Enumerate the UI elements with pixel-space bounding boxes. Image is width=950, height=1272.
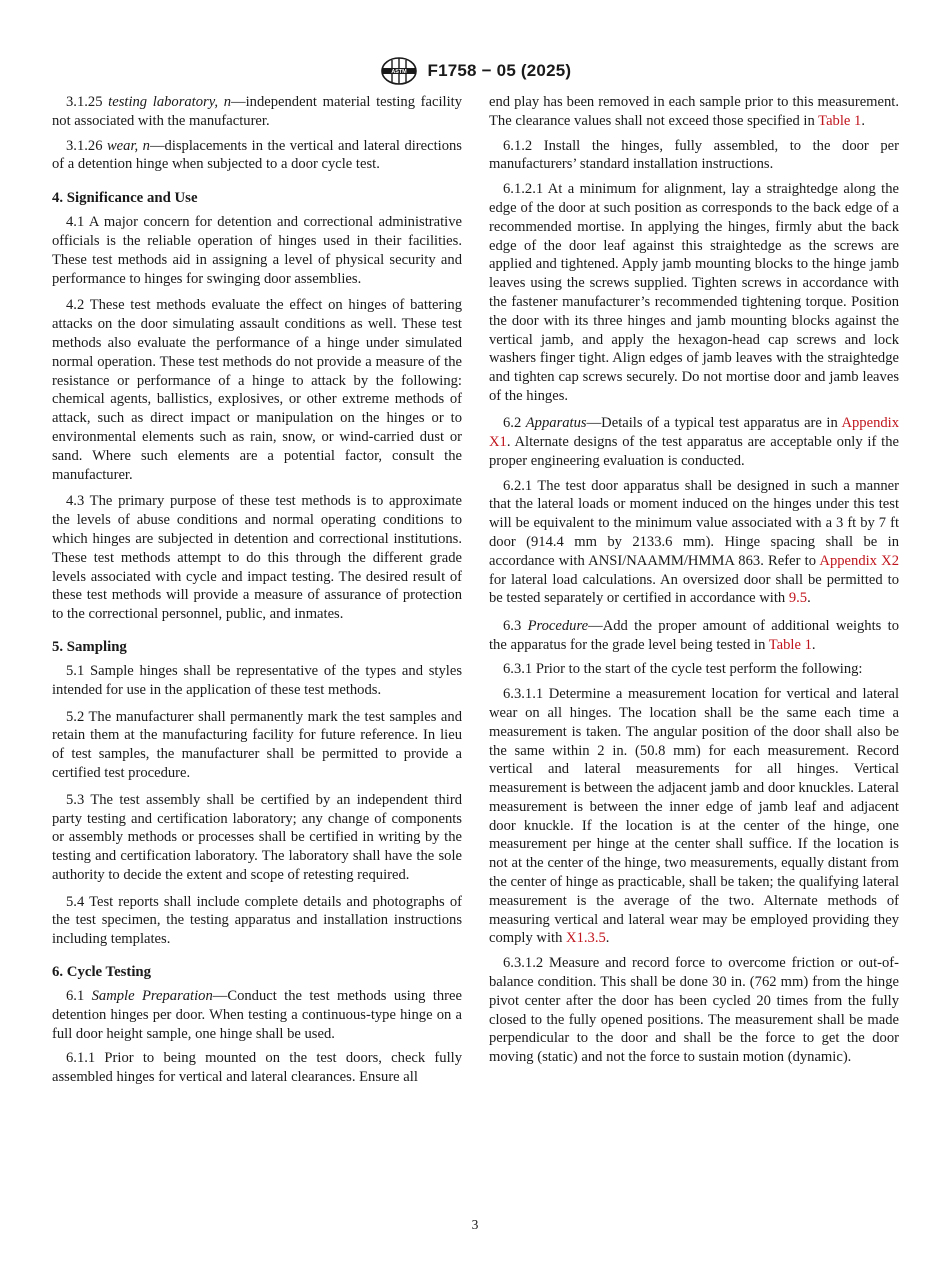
section-9-5-link[interactable]: 9.5 [788, 590, 808, 607]
left-column [52, 93, 462, 1093]
paragraph-6-2-1: 6.2.1 The test door apparatus shall be designed in such a manner that the lateral loads or moment induced on the hinges under this test will be equivalent to the minimum value associated with a 3 ft by 7 ft door (914.4 mm by 2133.6 mm). Hinge spacing shall be in accordance with ANSI/NAAMM/HMMA 863. Refer to Appendix X2 for lateral load calculations. An oversized door shall be permitted to be tested separately or certified in accordance with 9.5. [489, 477, 899, 607]
section-4-heading: 4. Significance and Use [52, 190, 198, 207]
paragraph-6-1: 6.1 Sample Preparation—Conduct the test methods using three detention hinges per door. When testing a continuous-type hinge on a full door height sample, one hinge shall be used. [52, 988, 462, 1042]
table-1-link[interactable]: Table 1 [818, 112, 862, 129]
appendix-x1-link[interactable]: Appendix X1 [489, 415, 900, 451]
paragraph-6-2: 6.2 Apparatus—Details of a typical test apparatus are in Appendix X1. Alternate designs of the test apparatus are acceptable only if the proper engineering evaluation is conducted. [489, 415, 900, 469]
section-5-heading: 5. Sampling [52, 638, 127, 655]
paragraph-6-1-2-1: 6.1.2.1 At a minimum for alignment, lay a straightedge along the edge of the door at such position as corresponds to the back edge of a recommended mortise. In applying the hinges, firmly abut the back edge of the door leaf against this straightedge as the screws are applied and tightened. Apply jamb mounting blocks to the hinge jamb leaves using the screws supplied. Tighten screws in accordance with the fastener manufacturer’s recommended tightening torque. Position the door with its three hinges and jamb mounting blocks against the vertical jamb, and apply the hexagon-head cap screws and lock washers finger tight. Align edges of jamb leaves with the straightedge and tighten cap screws securely. Do not mortise door and jamb leaves of the hinges. [489, 181, 899, 404]
paragraph-4-3: 4.3 The primary purpose of these test methods is to approximate the levels of abuse conditions and normal operating conditions to which hinges are subjected in detention and correctional institutions. These test methods attempt to do this through the different grade levels associated with cycle and impact testing. The desired result of these test methods will provide a measure of assurance of protection to the correctional personnel, public, and inmates. [52, 493, 462, 623]
paragraph-6-3-1-1: 6.3.1.1 Determine a measurement location for vertical and lateral wear on all hinges. The location shall be the same each time a measurement is taken. The angular position of the door shall also be the same within 2 in. (50.8 mm) for each measurement. Record vertical and lateral measurements for all hinges. Vertical measurement is between the adjacent jamb and door knuckles. Lateral measurement is between the inner edge of jamb leaf and adjacent door knuckle. If the location is at the center of the hinge, one measurement per hinge at the center shall suffice. If the location is not at the center of the hinge, two measurements, equally distant from the center of hinge as practicable, shall be taken; the qualifying lateral measurement is the average of the two. Alternate methods of measuring vertical and lateral wear may be employed providing they comply with X1.3.5. [489, 686, 899, 947]
paragraph-5-3: 5.3 The test assembly shall be certified by an independent third party testing and certification laboratory; any change of components or assembly methods or processes shall be certified in writing by the testing and certification laboratory. The laboratory shall have the sole authority to decide the extent and scope of retesting required. [52, 791, 462, 883]
paragraph-6-3-1-2: 6.3.1.2 Measure and record force to overcome friction or out-of-balance condition. This shall be done 30 in. (762 mm) from the hinge pivot center after the door has been cycled 20 times from the fully closed to the fully opened positions. The measurement shall be made perpendicular to the door and shall be the force to get the door moving (static) and not the force to sustain motion (dynamic). [489, 955, 899, 1066]
paragraph-5-2: 5.2 The manufacturer shall permanently mark the test samples and retain them at the manufacturing facility for future reference. In lieu of test samples, the manufacturer shall be permitted to provide a certified test procedure. [52, 708, 462, 781]
paragraph-5-1: 5.1 Sample hinges shall be representative of the types and styles intended for use in the application of these test methods. [52, 662, 462, 698]
section-6-heading: 6. Cycle Testing [52, 964, 152, 981]
astm-logo-icon [379, 56, 419, 86]
definition-3-1-26: 3.1.26 wear, n—displacements in the vertical and lateral directions of a detention hinge when subjected to a door cycle test. [52, 137, 462, 173]
table-1-link[interactable]: Table 1 [768, 636, 812, 653]
appendix-x2-link[interactable]: Appendix X2 [819, 552, 899, 569]
paragraph-5-4: 5.4 Test reports shall include complete details and photographs of the test specimen, the testing apparatus and installation instructions including templates. [52, 893, 462, 948]
paragraph-6-1-1-continued: end play has been removed in each sample prior to this measurement. The clearance values shall not exceed those specified in Table 1. [489, 94, 899, 129]
paragraph-4-2: 4.2 These test methods evaluate the effect on hinges of battering attacks on the door simulating assault conditions as well. These test methods also evaluate the performance of a hinge under simulated normal operation. These test methods do not provide a measure of the resistance or performance of a hinge to attack by the following: chemical agents, ballistics, explosives, or other extreme methods of attack, such as direct impact or manipulation on the hinges or to environmental elements such as rain, snow, or wind-carried dust or sand. Where such elements are a potential factor, consult the manufacturer. [52, 297, 462, 483]
definition-3-1-25: 3.1.25 testing laboratory, n—independent material testing facility not associated with the manufacturer. [52, 94, 463, 129]
paragraph-6-3: 6.3 Procedure—Add the proper amount of additional weights to the apparatus for the grade level being tested in Table 1. [489, 617, 899, 653]
paragraph-6-3-1: 6.3.1 Prior to the start of the cycle test perform the following: [503, 661, 863, 678]
page-number: 3 [471, 1217, 479, 1232]
page-header [0, 56, 950, 86]
document-designation: F1758 − 05 (2025) [427, 61, 572, 80]
paragraph-4-1: 4.1 A major concern for detention and correctional administrative officials is the reliable operation of hinges used in their facilities. These test methods aid in assigning a level of physical security and performance to hinges for swinging door assemblies. [52, 214, 462, 287]
svg-text:ASTM: ASTM [391, 69, 407, 76]
right-column [489, 93, 899, 1073]
paragraph-6-1-2: 6.1.2 Install the hinges, fully assembled, to the door per manufacturers’ standard installation instructions. [489, 137, 899, 173]
paragraph-6-1-1: 6.1.1 Prior to being mounted on the test doors, check fully assembled hinges for vertical and lateral clearances. Ensure all [52, 1050, 462, 1086]
x1-3-5-link[interactable]: X1.3.5 [566, 930, 606, 947]
